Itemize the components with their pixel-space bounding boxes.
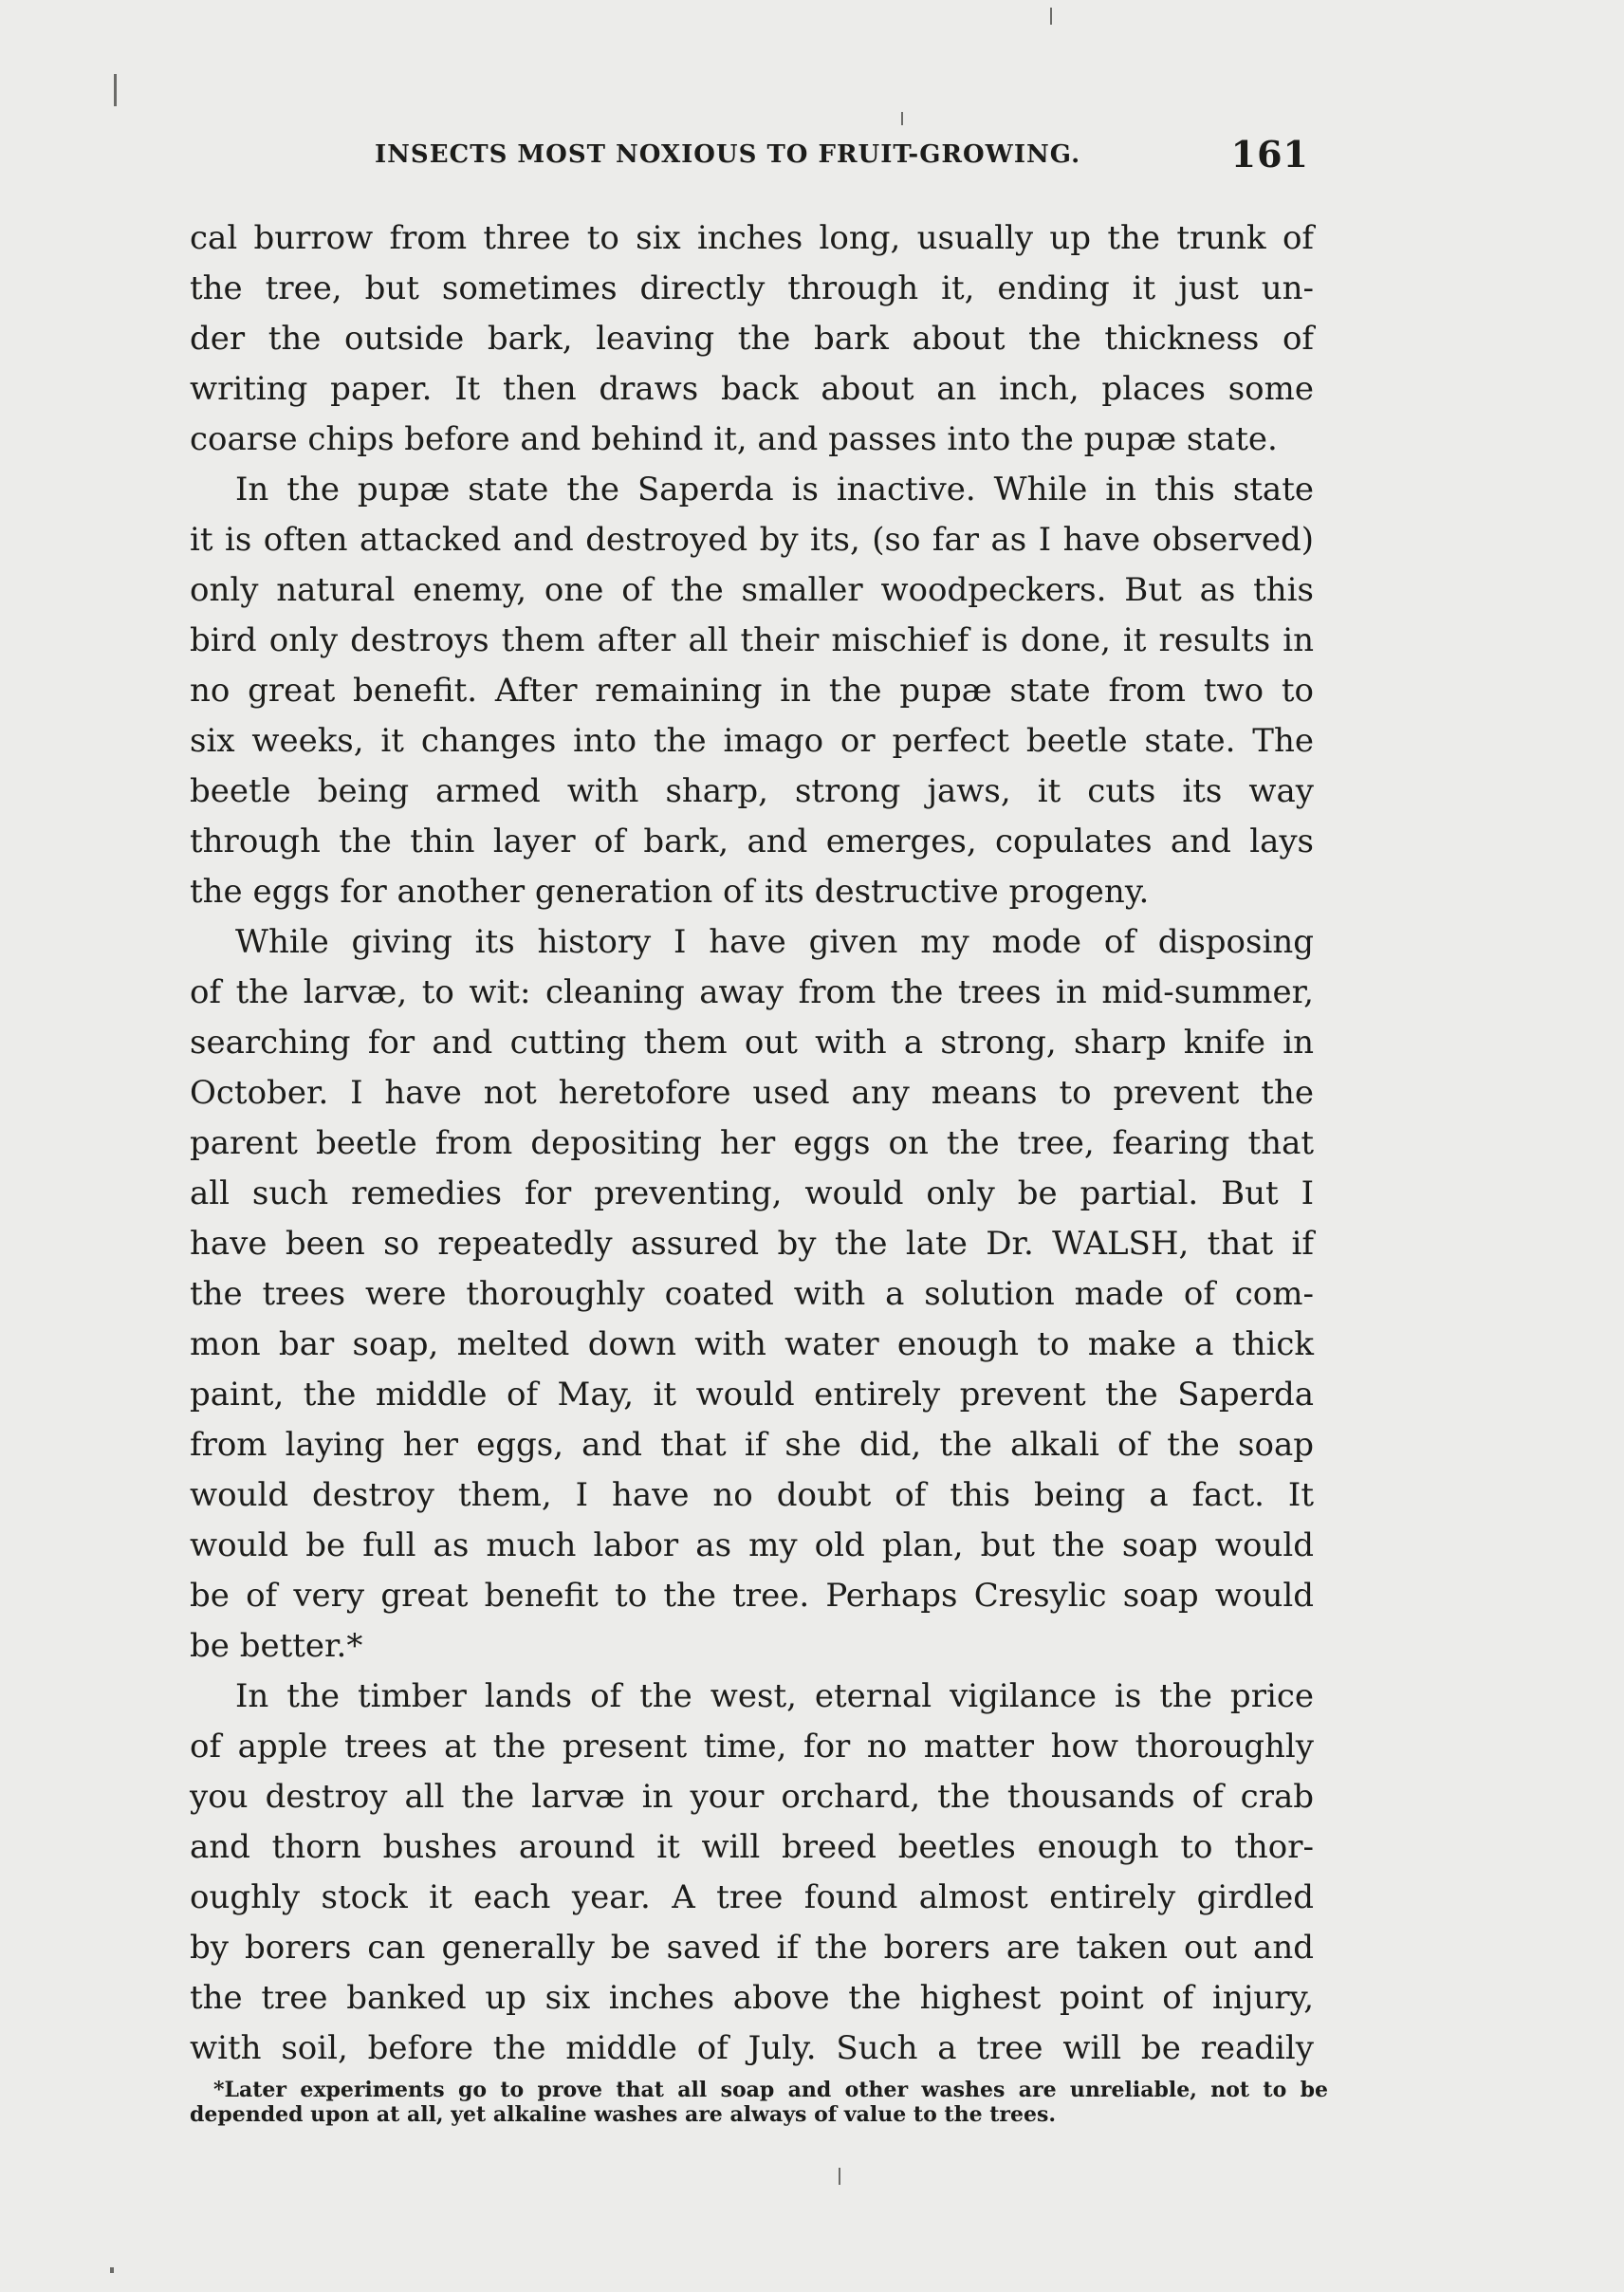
text-line: would destroy them, I have no doubt of this being a fact. It (190, 1476, 1314, 1514)
scan-speck (839, 2168, 840, 2185)
footnote-line: *Later experiments go to prove that all soap and other washes are unreliable, not to be (213, 2078, 1328, 2102)
text-line: coarse chips before and behind it, and passes into the pupæ state. (190, 420, 1278, 458)
text-line: it is often attacked and destroyed by its, (so far as I have observed) (190, 521, 1314, 559)
page-number: 161 (1230, 133, 1309, 176)
scan-speck (1050, 8, 1052, 25)
scan-speck (110, 2267, 114, 2273)
text-line: have been so repeatedly assured by the late Dr. WALSH, that if (190, 1225, 1314, 1263)
text-line: the tree banked up six inches above the highest point of injury, (190, 1979, 1314, 2017)
text-line: October. I have not heretofore used any means to prevent the (190, 1074, 1314, 1112)
text-line: bird only destroys them after all their mischief is done, it results in (190, 621, 1314, 659)
text-line: In the pupæ state the Saperda is inactive. While in this state (235, 471, 1314, 508)
text-line: would be full as much labor as my old plan, but the soap would (190, 1526, 1314, 1564)
text-line: oughly stock it each year. A tree found almost entirely girdled (190, 1878, 1314, 1916)
text-line: While giving its history I have given my mode of disposing (235, 923, 1314, 961)
text-line: from laying her eggs, and that if she did, the alkali of the soap (190, 1426, 1314, 1464)
text-line: with soil, before the middle of July. Such a tree will be readily (190, 2029, 1314, 2067)
text-line: by borers can generally be saved if the borers are taken out and (190, 1929, 1314, 1967)
text-line: searching for and cutting them out with a strong, sharp knife in (190, 1024, 1314, 1062)
footnote (190, 2078, 1328, 2127)
text-line: six weeks, it changes into the imago or perfect beetle state. The (190, 722, 1314, 760)
scan-speck (114, 74, 117, 106)
text-line: paint, the middle of May, it would entirely prevent the Saperda (190, 1376, 1314, 1414)
text-line: and thorn bushes around it will breed beetles enough to thor- (190, 1828, 1314, 1866)
text-line: the trees were thoroughly coated with a solution made of com- (190, 1275, 1314, 1313)
text-line: der the outside bark, leaving the bark about the thickness of (190, 320, 1314, 358)
text-line: writing paper. It then draws back about an inch, places some (190, 370, 1314, 408)
footnote-line: depended upon at all, yet alkaline washes are always of value to the trees. (190, 2102, 1057, 2127)
text-line: through the thin layer of bark, and emerges, copulates and lays (190, 823, 1314, 860)
text-line: be better.* (190, 1627, 363, 1665)
scan-speck (901, 112, 903, 125)
text-line: mon bar soap, melted down with water enough to make a thick (190, 1325, 1314, 1363)
text-line: you destroy all the larvæ in your orchard, the thousands of crab (190, 1778, 1314, 1816)
body-text (190, 213, 1314, 2074)
text-line: only natural enemy, one of the smaller woodpeckers. But as this (190, 571, 1314, 609)
text-line: In the timber lands of the west, eternal vigilance is the price (235, 1677, 1314, 1715)
text-line: no great benefit. After remaining in the pupæ state from two to (190, 672, 1314, 710)
text-line: the eggs for another generation of its destructive progeny. (190, 873, 1150, 911)
running-title: INSECTS MOST NOXIOUS TO FRUIT-GROWING. (375, 140, 1081, 169)
page-header (375, 133, 1309, 180)
text-line: be of very great benefit to the tree. Perhaps Cresylic soap would (190, 1577, 1314, 1615)
text-line: of apple trees at the present time, for no matter how thoroughly (190, 1728, 1314, 1765)
text-line: all such remedies for preventing, would only be partial. But I (190, 1174, 1314, 1212)
text-line: beetle being armed with sharp, strong jaws, it cuts its way (190, 772, 1314, 810)
text-line: cal burrow from three to six inches long, usually up the trunk of (190, 219, 1314, 257)
text-line: the tree, but sometimes directly through it, ending it just un- (190, 269, 1314, 307)
text-line: of the larvæ, to wit: cleaning away from the trees in mid-summer, (190, 973, 1314, 1011)
text-line: parent beetle from depositing her eggs on the tree, fearing that (190, 1124, 1314, 1162)
